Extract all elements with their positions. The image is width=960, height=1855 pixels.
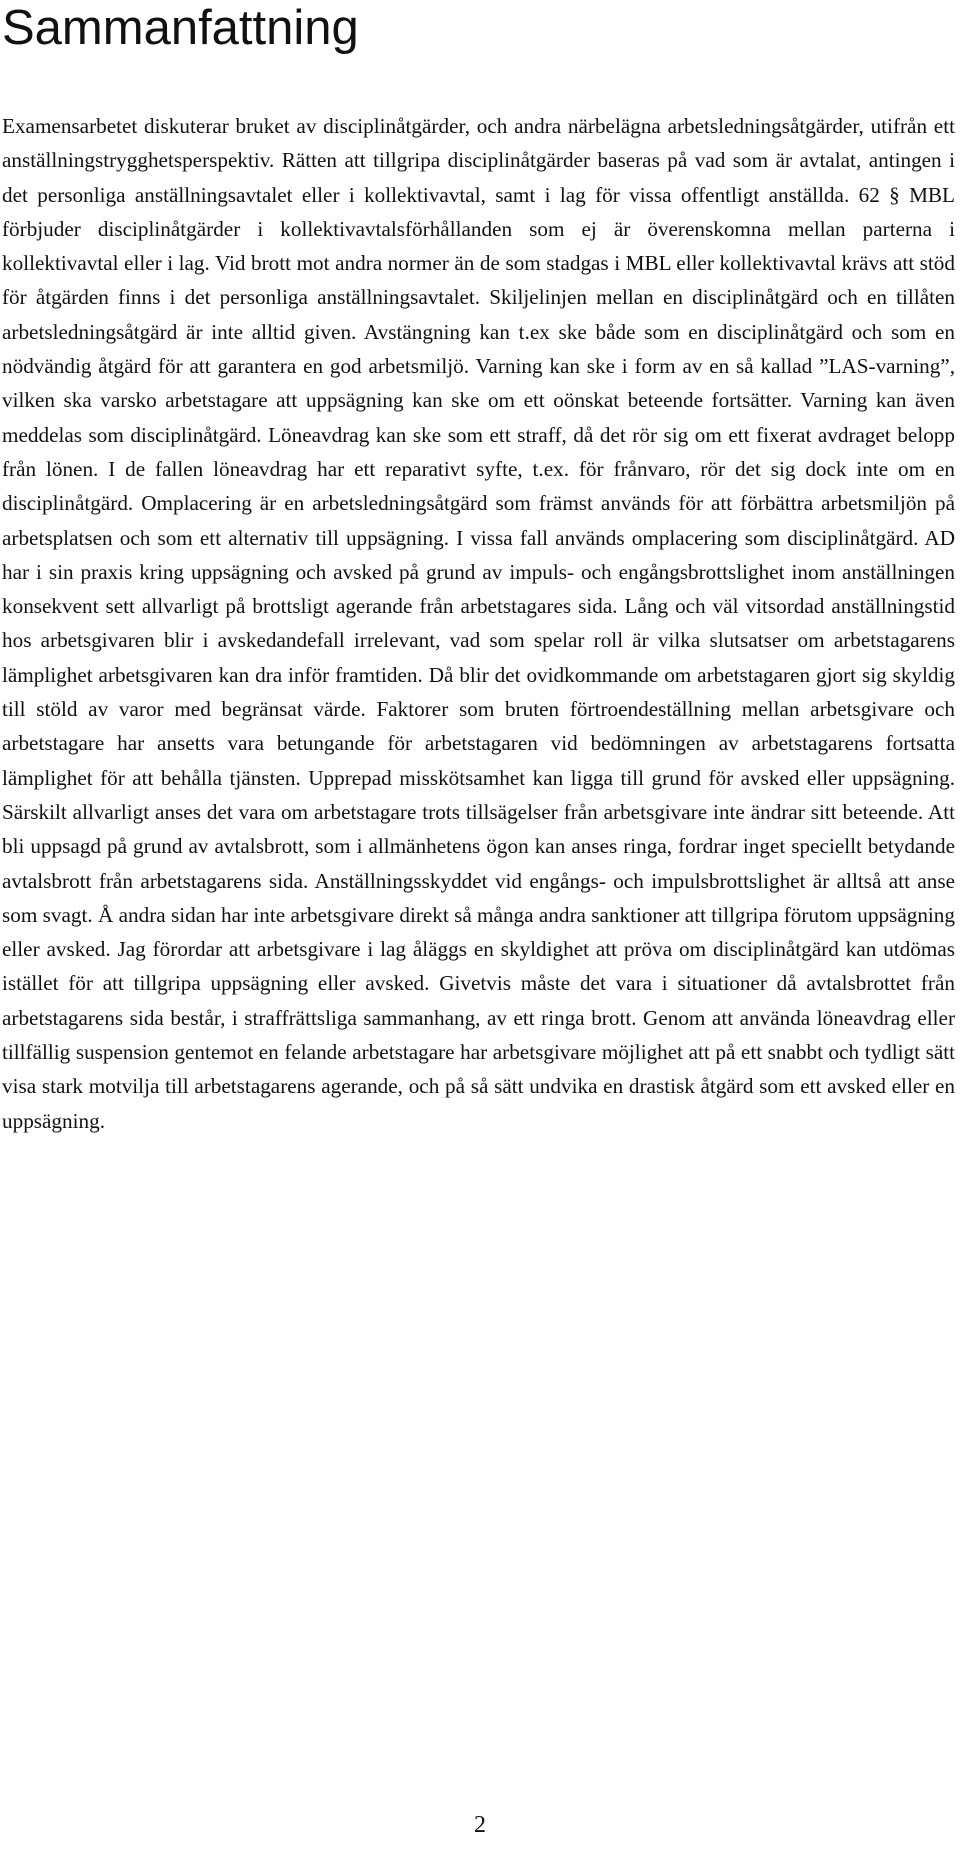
page-number: 2 [474,1812,486,1838]
section-heading: Sammanfattning [2,1,359,55]
summary-paragraph: Examensarbetet diskuterar bruket av disciplinåtgärder, och andra närbelägna arbetsledningsåtgärder, utifrån ett anställningstrygghetsperspektiv. Rätten att tillgripa disciplinåtgärder baseras på vad som är avtalat, antingen i det personliga anställningsavtalet eller i kollektivavtal, samt i lag för vissa offentligt anställda. 62 § MBL förbjuder disciplinåtgärder i kollektivavtalsförhållanden som ej är överenskomna mellan parterna i kollektivavtal eller i lag. Vid brott mot andra normer än de som stadgas i MBL eller kollektivavtal krävs att stöd för åtgärden finns i det personliga anställningsavtalet. Skiljelinjen mellan en disciplinåtgärd och en tillåten arbetsledningsåtgärd är inte alltid given. Avstängning kan t.ex ske både som en disciplinåtgärd och som en nödvändig åtgärd för att garantera en god arbetsmiljö. Varning kan ske i form av en så kallad ”LAS-varning”, vilken ska varsko arbetstagare att uppsägning kan ske om ett oönskat beteende fortsätter. Varning kan även meddelas som disciplinåtgärd. Löneavdrag kan ske som ett straff, då det rör sig om ett fixerat avdraget belopp från lönen. I de fallen löneavdrag har ett reparativt syfte, t.ex. för frånvaro, rör det sig dock inte om en disciplinåtgärd. Omplacering är en arbetsledningsåtgärd som främst används för att förbättra arbetsmiljön på arbetsplatsen och som ett alternativ till uppsägning. I vissa fall används omplacering som disciplinåtgärd. AD har i sin praxis kring uppsägning och avsked på grund av impuls- och engångsbrottslighet inom anställningen konsekvent sett allvarligt på brottsligt agerande från arbetstagares sida. Lång och väl vitsordad anställningstid hos arbetsgivaren blir i avskedandefall irrelevant, vad som spelar roll är vilka slutsatser om arbetstagarens lämplighet arbetsgivaren kan dra inför framtiden. Då blir det ovidkommande om arbetstagaren gjort sig skyldig till stöld av varor med begränsat värde. Faktorer som bruten förtroendeställning mellan arbetsgivare och arbetstagare har ansetts vara betungande för arbetstagaren vid bedömningen av arbetstagarens fortsatta lämplighet för att behålla tjänsten. Upprepad misskötsamhet kan ligga till grund för avsked eller uppsägning. Särskilt allvarligt anses det vara om arbetstagare trots tillsägelser från arbetsgivare inte ändrar sitt beteende. Att bli uppsagd på grund av avtalsbrott, som i allmänhetens ögon kan anses ringa, fordrar inget speciellt betydande avtalsbrott från arbetstagarens sida. Anställningsskyddet vid engångs- och impulsbrottslighet är alltså att anse som svagt. Å andra sidan har inte arbetsgivare direkt så många andra sanktioner att tillgripa förutom uppsägning eller avsked. Jag förordar att arbetsgivare i lag åläggs en skyldighet att pröva om disciplinåtgärd kan utdömas istället för att tillgripa uppsägning eller avsked. Givetvis måste det vara i situationer då avtalsbrottet från arbetstagarens sida består, i straffrättsliga sammanhang, av ett ringa brott. Genom att använda löneavdrag eller tillfällig suspension gentemot en felande arbetstagare har arbetsgivare möjlighet att på ett snabbt och tydligt sätt visa stark motvilja till arbetstagarens agerande, och på så sätt undvika en drastisk åtgärd som ett avsked eller en uppsägning. [2,114,955,1133]
